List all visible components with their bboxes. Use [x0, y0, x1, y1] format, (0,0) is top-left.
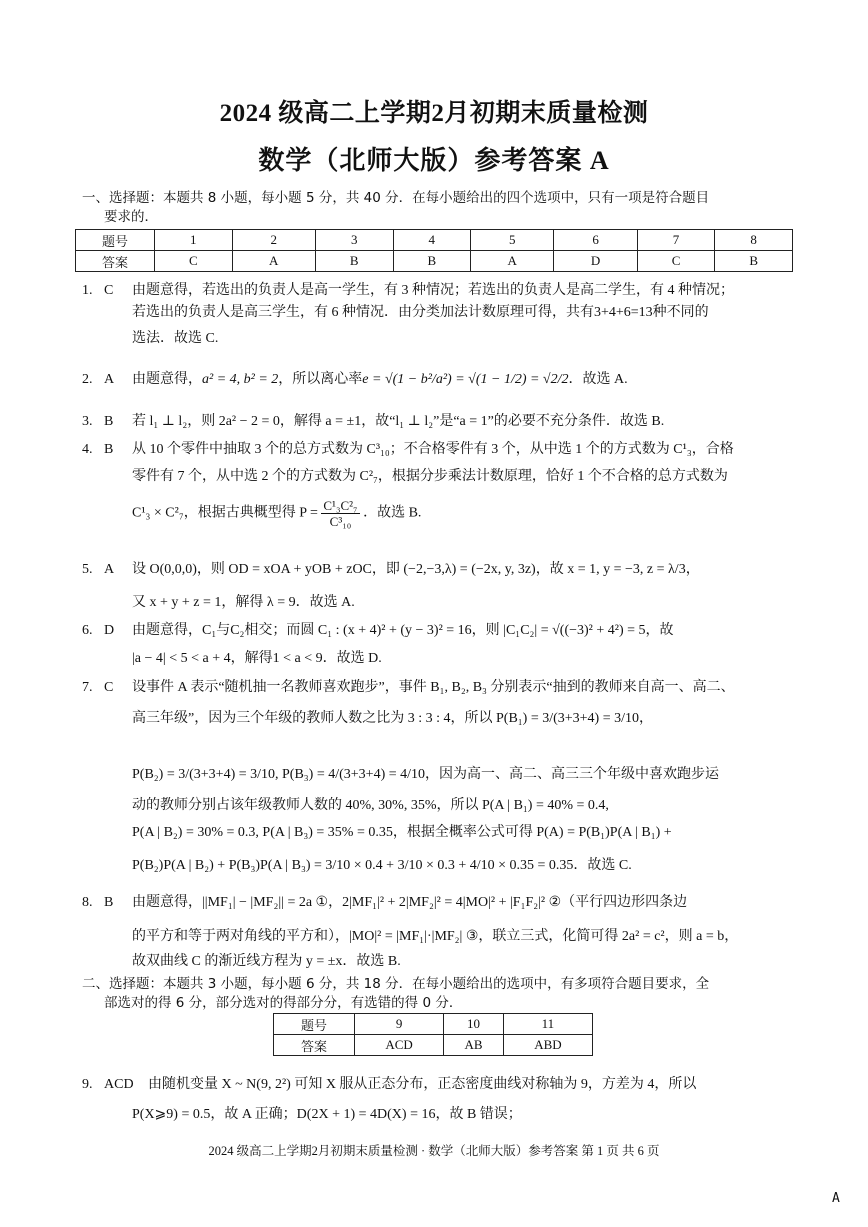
- table-header-label: 题号: [274, 1014, 355, 1035]
- fraction-numerator: C¹₃C²₇: [323, 498, 358, 513]
- table-cell: B: [715, 251, 793, 272]
- question-number: 4.: [82, 442, 93, 457]
- question-answer: C: [104, 283, 114, 298]
- question-number: 6.: [82, 623, 93, 638]
- table-cell: 6: [554, 230, 637, 251]
- solution-line: 若选出的负责人是高三学生，有 6 种情况．由分类加法计数原理可得，共有3+4+6=13种不同的: [132, 305, 709, 320]
- table-cell: 4: [393, 230, 471, 251]
- solution-line: 从 10 个零件中抽取 3 个的总方式数为 C³₁₀；不合格零件有 3 个，从中选 1 个的方式数为 C¹₃，合格: [132, 442, 734, 457]
- section-2-heading-line2: 部选对的得 6 分，部分选对的得部分分，有选错的得 0 分．: [104, 995, 463, 1011]
- table-cell: A: [471, 251, 554, 272]
- solution-line: [132, 498, 421, 529]
- solution-line: P(A | B₂) = 30% = 0.3, P(A | B₃) = 35% = 0.35，根据全概率公式可得 P(A) = P(B₁)P(A | B₁) +: [132, 825, 672, 840]
- solution-line: 又 x + y + z = 1，解得 λ = 9．故选 A.: [132, 595, 355, 610]
- table-cell: A: [232, 251, 315, 272]
- solution-line: 零件有 7 个，从中选 2 个的方式数为 C²₇，根据分步乘法计数原理，恰好 1 个不合格的总方式数为: [132, 469, 728, 484]
- table-cell: B: [315, 251, 393, 272]
- solution-line: 由题意得，||MF₁| − |MF₂|| = 2a ①，2|MF₁|² + 2|MF₂|² = 4|MO|² + |F₁F₂|² ②（平行四边形四条边: [132, 895, 688, 910]
- question-answer: D: [104, 623, 115, 638]
- solution-line: P(B₂)P(A | B₂) + P(B₃)P(A | B₃) = 3/10 × 0.4 + 3/10 × 0.3 + 4/10 × 0.35 = 0.35．故选 C.: [132, 858, 632, 873]
- solution-line: 的平方和等于两对角线的平方和），|MO|² = |MF₁|·|MF₂| ③，联立三式，化简可得 2a² = c²，则 a = b，: [132, 929, 739, 944]
- table-cell: 11: [503, 1014, 592, 1035]
- solution-text: ．故选 A.: [568, 372, 628, 387]
- question-answer: C: [104, 680, 114, 695]
- question-answer: A: [104, 372, 115, 387]
- section-1-heading-line1: 一、选择题：本题共 8 小题，每小题 5 分，共 40 分．在每小题给出的四个选项中，只有一项是符合题目: [82, 190, 710, 206]
- table-cell: ACD: [355, 1035, 444, 1056]
- section-2-heading: [82, 975, 794, 1013]
- solution-line: 设事件 A 表示“随机抽一名教师喜欢跑步”，事件 B₁, B₂, B₃ 分别表示“抽到的教师来自高一、高二、: [132, 680, 735, 695]
- solution-line: 由题意得，若选出的负责人是高一学生，有 3 种情况；若选出的负责人是高二学生，有 4 种情况；: [132, 283, 734, 298]
- question-answer: B: [104, 442, 114, 457]
- table-cell: C: [637, 251, 715, 272]
- table-cell: B: [393, 251, 471, 272]
- question-number: 5.: [82, 562, 93, 577]
- table-header-label: 答案: [274, 1035, 355, 1056]
- solution-text: C¹₃ × C²₇，根据古典概型得 P =: [132, 505, 318, 521]
- question-answer: B: [104, 414, 114, 429]
- solution-line: 选法．故选 C.: [132, 331, 219, 346]
- solution-line: P(B₂) = 3/(3+3+4) = 3/10, P(B₃) = 4/(3+3+4) = 4/10，因为高一、高二、高三三个年级中喜欢跑步运: [132, 767, 720, 782]
- table-cell: 2: [232, 230, 315, 251]
- solution-line: 设 O(0,0,0)，则 OD = xOA + yOB + zOC，即 (−2,−3,λ) = (−2x, y, 3z)，故 x = 1, y = −3, z = λ/3，: [132, 562, 700, 577]
- table-cell: C: [155, 251, 233, 272]
- table-cell: 7: [637, 230, 715, 251]
- table-cell: 3: [315, 230, 393, 251]
- probability-fraction: [321, 498, 359, 529]
- table-cell: D: [554, 251, 637, 272]
- solution-text: 由题意得，: [132, 372, 202, 387]
- solution-line: 动的教师分别占该年级教师人数的 40%, 30%, 35%，所以 P(A | B₁) = 40% = 0.4,: [132, 798, 609, 813]
- question-number: 9.: [82, 1077, 93, 1092]
- answer-table-2: [273, 1013, 593, 1056]
- solution-line: 由题意得，C₁与C₂相交；而圆 C₁ : (x + 4)² + (y − 3)² = 16，则 |C₁C₂| = √((−3)² + 4²) = 5，故: [132, 623, 674, 638]
- solution-line: |a − 4| < 5 < a + 4，解得1 < a < 9．故选 D.: [132, 651, 382, 666]
- table-header-label: 题号: [76, 230, 155, 251]
- solution-line: 故双曲线 C 的渐近线方程为 y = ±x．故选 B.: [132, 954, 401, 969]
- page-title: 2024 级高二上学期2月初期末质量检测: [219, 100, 649, 127]
- section-2-heading-line1: 二、选择题：本题共 3 小题，每小题 6 分，共 18 分．在每小题给出的选项中，有多项符合题目要求，全: [82, 976, 710, 992]
- question-number: 1.: [82, 283, 93, 298]
- math-expression: e = √(1 − b²/a²) = √(1 − 1/2) = √2/2: [362, 372, 569, 387]
- question-number: 3.: [82, 414, 93, 429]
- solution-text: ，所以离心率: [278, 372, 363, 387]
- solution-line: 高三年级”，因为三个年级的教师人数之比为 3 : 3 : 4，所以 P(B₁) = 3/(3+3+4) = 3/10，: [132, 711, 654, 726]
- solution-line: 若 l₁ ⊥ l₂，则 2a² − 2 = 0，解得 a = ±1，故“l₁ ⊥ l₂”是“a = 1”的必要不充分条件．故选 B.: [132, 414, 665, 429]
- solution-line: P(X⩾9) = 0.5，故 A 正确；D(2X + 1) = 4D(X) = 16，故 B 错误；: [132, 1107, 522, 1122]
- question-number: 8.: [82, 895, 93, 910]
- page-footer: 2024 级高二上学期2月初期末质量检测 · 数学（北师大版）参考答案 第 1 页 共 6 页: [208, 1144, 660, 1158]
- table-cell: 10: [444, 1014, 504, 1035]
- question-number: 2.: [82, 372, 93, 387]
- section-1-heading: [82, 189, 794, 227]
- table-cell: 1: [155, 230, 233, 251]
- table-cell: 5: [471, 230, 554, 251]
- answer-table-1: [75, 229, 793, 272]
- table-row-questions: [76, 230, 793, 251]
- table-row-answers: [76, 251, 793, 272]
- question-answer: B: [104, 895, 114, 910]
- corner-mark: A: [832, 1191, 840, 1206]
- table-row-questions: [274, 1014, 593, 1035]
- page-subtitle: 数学（北师大版）参考答案 A: [258, 146, 610, 175]
- section-1-heading-line2: 要求的．: [104, 209, 158, 225]
- solution-line: 由随机变量 X ~ N(9, 2²) 可知 X 服从正态分布，正态密度曲线对称轴为 9，方差为 4，所以: [148, 1077, 697, 1092]
- math-expression: a² = 4, b² = 2: [202, 372, 279, 387]
- table-cell: 9: [355, 1014, 444, 1035]
- table-cell: 8: [715, 230, 793, 251]
- table-row-answers: [274, 1035, 593, 1056]
- solution-text: ．故选 B.: [363, 505, 422, 521]
- table-header-label: 答案: [76, 251, 155, 272]
- table-cell: ABD: [503, 1035, 592, 1056]
- question-number: 7.: [82, 680, 93, 695]
- question-answer: A: [104, 562, 115, 577]
- fraction-denominator: C³₁₀: [329, 514, 352, 529]
- solution-line: [132, 370, 628, 389]
- table-cell: AB: [444, 1035, 504, 1056]
- question-answer: ACD: [104, 1077, 134, 1092]
